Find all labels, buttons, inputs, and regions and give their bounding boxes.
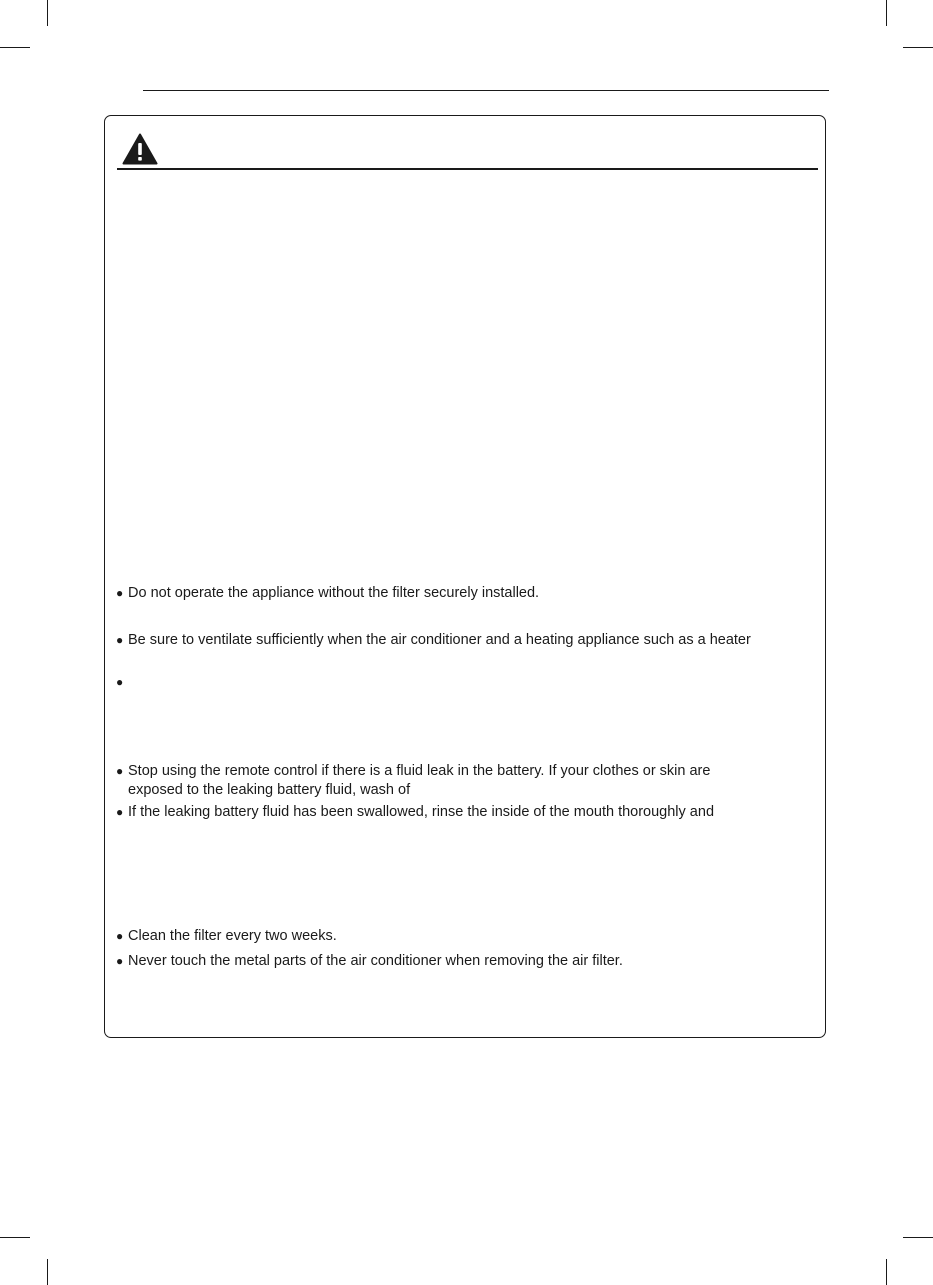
- list-item: [116, 631, 751, 650]
- list-item: [116, 927, 337, 946]
- list-item: [116, 762, 710, 800]
- crop-mark: [47, 1259, 48, 1285]
- bullet: ●: [116, 954, 124, 968]
- page-header-rule: [143, 90, 829, 91]
- crop-mark: [0, 1237, 30, 1238]
- crop-mark: [0, 47, 30, 48]
- crop-mark: [47, 0, 48, 26]
- list-item: [116, 584, 539, 603]
- caution-header-rule: [117, 168, 818, 170]
- list-item: [116, 803, 714, 822]
- bullet: ●: [116, 675, 124, 689]
- bullet: ●: [116, 764, 124, 778]
- crop-mark: [886, 1259, 887, 1285]
- warning-triangle-icon: [122, 133, 158, 165]
- item-text: Clean the filter every two weeks.: [128, 928, 337, 944]
- list-item: [116, 673, 128, 692]
- caution-box: [104, 115, 826, 1038]
- item-text-continuation: exposed to the leaking battery fluid, wash of: [128, 782, 411, 798]
- crop-mark: [886, 0, 887, 26]
- crop-mark: [903, 47, 933, 48]
- item-text: Stop using the remote control if there is a fluid leak in the battery. If your clothes or skin are: [128, 763, 711, 779]
- bullet: ●: [116, 805, 124, 819]
- item-text: If the leaking battery fluid has been swallowed, rinse the inside of the mouth thoroughly and: [128, 804, 715, 820]
- item-text: Be sure to ventilate sufficiently when the air conditioner and a heating appliance such as a heater: [128, 632, 751, 648]
- bullet: ●: [116, 929, 124, 943]
- item-text: Never touch the metal parts of the air conditioner when removing the air filter.: [128, 953, 623, 969]
- list-item: [116, 952, 623, 971]
- bullet: ●: [116, 586, 124, 600]
- item-text: Do not operate the appliance without the filter securely installed.: [128, 585, 540, 601]
- bullet: ●: [116, 633, 124, 647]
- crop-mark: [903, 1237, 933, 1238]
